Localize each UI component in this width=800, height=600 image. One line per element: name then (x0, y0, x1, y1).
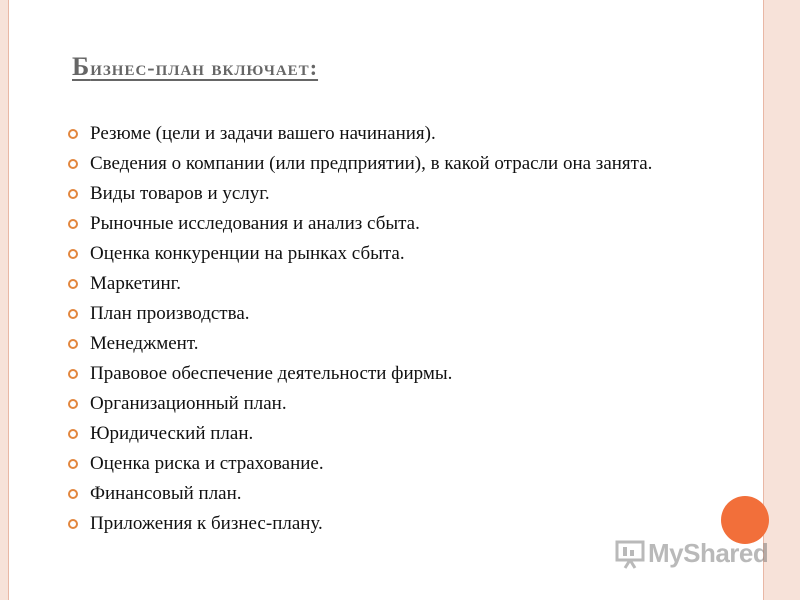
bullet-icon (68, 189, 78, 199)
bullet-icon (68, 429, 78, 439)
list-item: Юридический план. (64, 424, 704, 444)
list-item: Виды товаров и услуг. (64, 184, 704, 204)
left-border-line (8, 0, 9, 600)
watermark-text: MyShared (648, 538, 769, 568)
list-item: Правовое обеспечение деятельности фирмы. (64, 364, 704, 384)
list-item: Организационный план. (64, 394, 704, 414)
bullet-icon (68, 339, 78, 349)
list-item: Маркетинг. (64, 274, 704, 294)
watermark-logo (614, 538, 768, 569)
bullet-icon (68, 369, 78, 379)
title-initial: Б (72, 52, 91, 81)
bullet-icon (68, 309, 78, 319)
list-item: Оценка риска и страхование. (64, 454, 704, 474)
bullet-icon (68, 459, 78, 469)
bullet-icon (68, 399, 78, 409)
list-item: Оценка конкуренции на рынках сбыта. (64, 244, 704, 264)
bullet-icon (68, 219, 78, 229)
bullet-icon (68, 129, 78, 139)
list-item: Менеджмент. (64, 334, 704, 354)
bullet-icon (68, 489, 78, 499)
slide (8, 0, 769, 600)
list-item: Финансовый план. (64, 484, 704, 504)
slide-title (72, 52, 318, 82)
list-item: Приложения к бизнес-плану. (64, 514, 704, 534)
title-rest: изнес-план включает: (90, 55, 319, 80)
list-item: Сведения о компании (или предприятии), в какой отрасли она занята. (64, 154, 704, 174)
list-item: Рыночные исследования и анализ сбыта. (64, 214, 704, 234)
list-item: План производства. (64, 304, 704, 324)
bullet-icon (68, 159, 78, 169)
bullet-icon (68, 519, 78, 529)
bullet-icon (68, 279, 78, 289)
decorative-circle (721, 496, 769, 544)
list-item: Резюме (цели и задачи вашего начинания). (64, 124, 704, 144)
bullet-list (64, 124, 704, 544)
presentation-board-icon (614, 539, 648, 569)
bullet-icon (68, 249, 78, 259)
